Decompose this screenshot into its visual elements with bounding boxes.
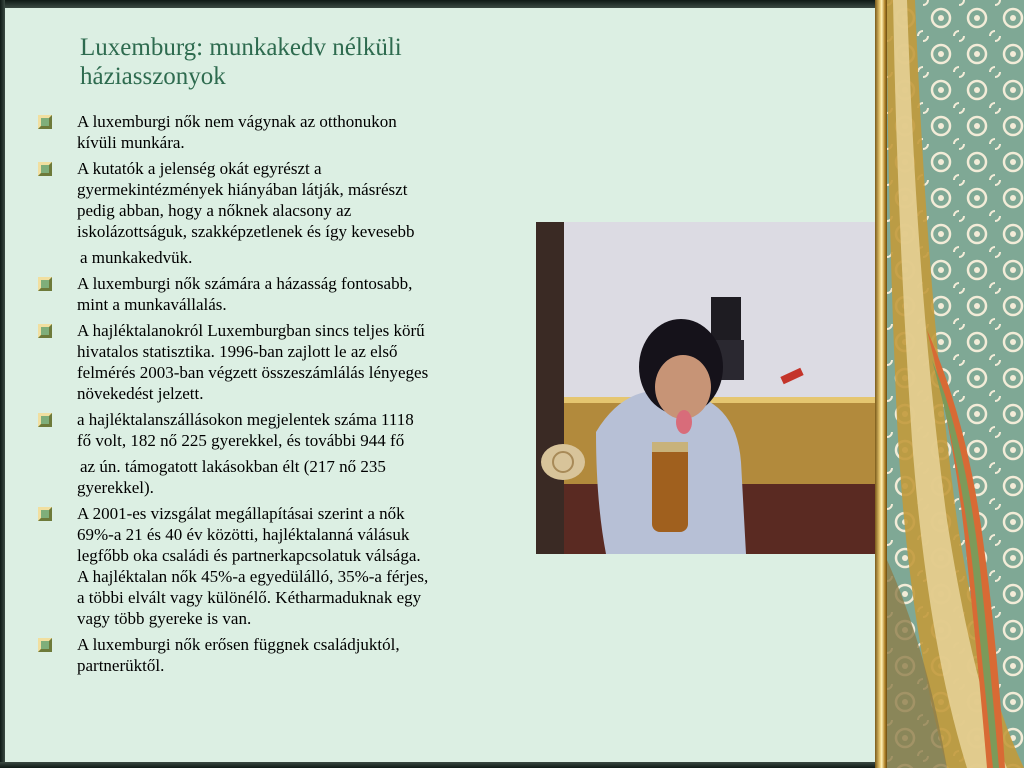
bevel-square-bullet-icon bbox=[38, 413, 52, 427]
bullet-line: a munkakedvük. bbox=[80, 248, 193, 267]
bullet-line: növekedést jelzett. bbox=[77, 384, 204, 403]
bullet-line: A hajléktalan nők 45%-a egyedülálló, 35%-a férjes, bbox=[77, 567, 429, 586]
frame-top bbox=[0, 0, 880, 8]
title-line-1: Luxemburg: munkakedv nélküli bbox=[80, 34, 402, 61]
bullet-line: A kutatók a jelenség okát egyrészt a bbox=[77, 159, 322, 178]
bullet-line: a hajléktalanszállásokon megjelentek száma 1118 bbox=[77, 410, 414, 429]
bullet-line: fő volt, 182 nő 225 gyerekkel, és további 944 fő bbox=[77, 431, 405, 450]
bevel-square-bullet-icon bbox=[38, 638, 52, 652]
bullet-item bbox=[0, 503, 560, 629]
bullet-line: iskolázottságuk, szakképzetlenek és így kevesebb bbox=[77, 222, 415, 241]
bullet-item bbox=[0, 320, 560, 404]
bullet-line: 69%-a 21 és 40 év közötti, hajléktalanná válásuk bbox=[77, 525, 410, 544]
bevel-square-bullet-icon bbox=[38, 115, 52, 129]
bullet-line: legfőbb oka családi és partnerkapcsolatuk válsága. bbox=[77, 546, 421, 565]
bevel-square-bullet-icon bbox=[38, 324, 52, 338]
bullet-line: partnerüktől. bbox=[77, 656, 165, 675]
frame-bottom bbox=[0, 762, 880, 768]
bullet-line: felmérés 2003-ban végzett összeszámlálás lényeges bbox=[77, 363, 429, 382]
gold-divider bbox=[875, 0, 887, 768]
bullet-item bbox=[0, 111, 560, 153]
bullet-item bbox=[0, 158, 560, 242]
bullet-line: A luxemburgi nők erősen függnek családjuktól, bbox=[77, 635, 400, 654]
bullet-line: az ún. támogatott lakásokban élt (217 nő 235 bbox=[80, 457, 386, 476]
bullet-line: a többi elvált vagy különélő. Kétharmaduknak egy bbox=[77, 588, 422, 607]
floral-ribbon-decoration bbox=[887, 0, 1024, 768]
bullet-line: pedig abban, hogy a nőknek alacsony az bbox=[77, 201, 352, 220]
bullet-line: A hajléktalanokról Luxemburgban sincs teljes körű bbox=[77, 321, 425, 340]
bullet-line: mint a munkavállalás. bbox=[77, 295, 227, 314]
photo-woman-with-jar bbox=[536, 222, 876, 554]
bullet-item bbox=[0, 409, 560, 451]
bullet-line: hivatalos statisztika. 1996-ban zajlott le az első bbox=[77, 342, 398, 361]
bullet-line: A luxemburgi nők nem vágynak az otthonukon bbox=[77, 112, 397, 131]
title-line-2: háziasszonyok bbox=[80, 63, 226, 90]
bevel-square-bullet-icon bbox=[38, 162, 52, 176]
bullet-line: gyerekkel). bbox=[77, 478, 154, 497]
bullet-continuation bbox=[0, 247, 560, 268]
bevel-square-bullet-icon bbox=[38, 507, 52, 521]
bullet-line: kívüli munkára. bbox=[77, 133, 185, 152]
bullet-continuation bbox=[0, 456, 560, 498]
bevel-square-bullet-icon bbox=[38, 277, 52, 291]
bullet-list bbox=[0, 111, 560, 676]
bullet-line: vagy több gyereke is van. bbox=[77, 609, 252, 628]
bullet-item bbox=[0, 273, 560, 315]
bullet-item bbox=[0, 634, 560, 676]
bullet-line: A 2001-es vizsgálat megállapításai szerint a nők bbox=[77, 504, 405, 523]
bullet-line: gyermekintézmények hiányában látják, másrészt bbox=[77, 180, 408, 199]
slide-title bbox=[80, 33, 540, 91]
bullet-line: A luxemburgi nők számára a házasság fontosabb, bbox=[77, 274, 413, 293]
